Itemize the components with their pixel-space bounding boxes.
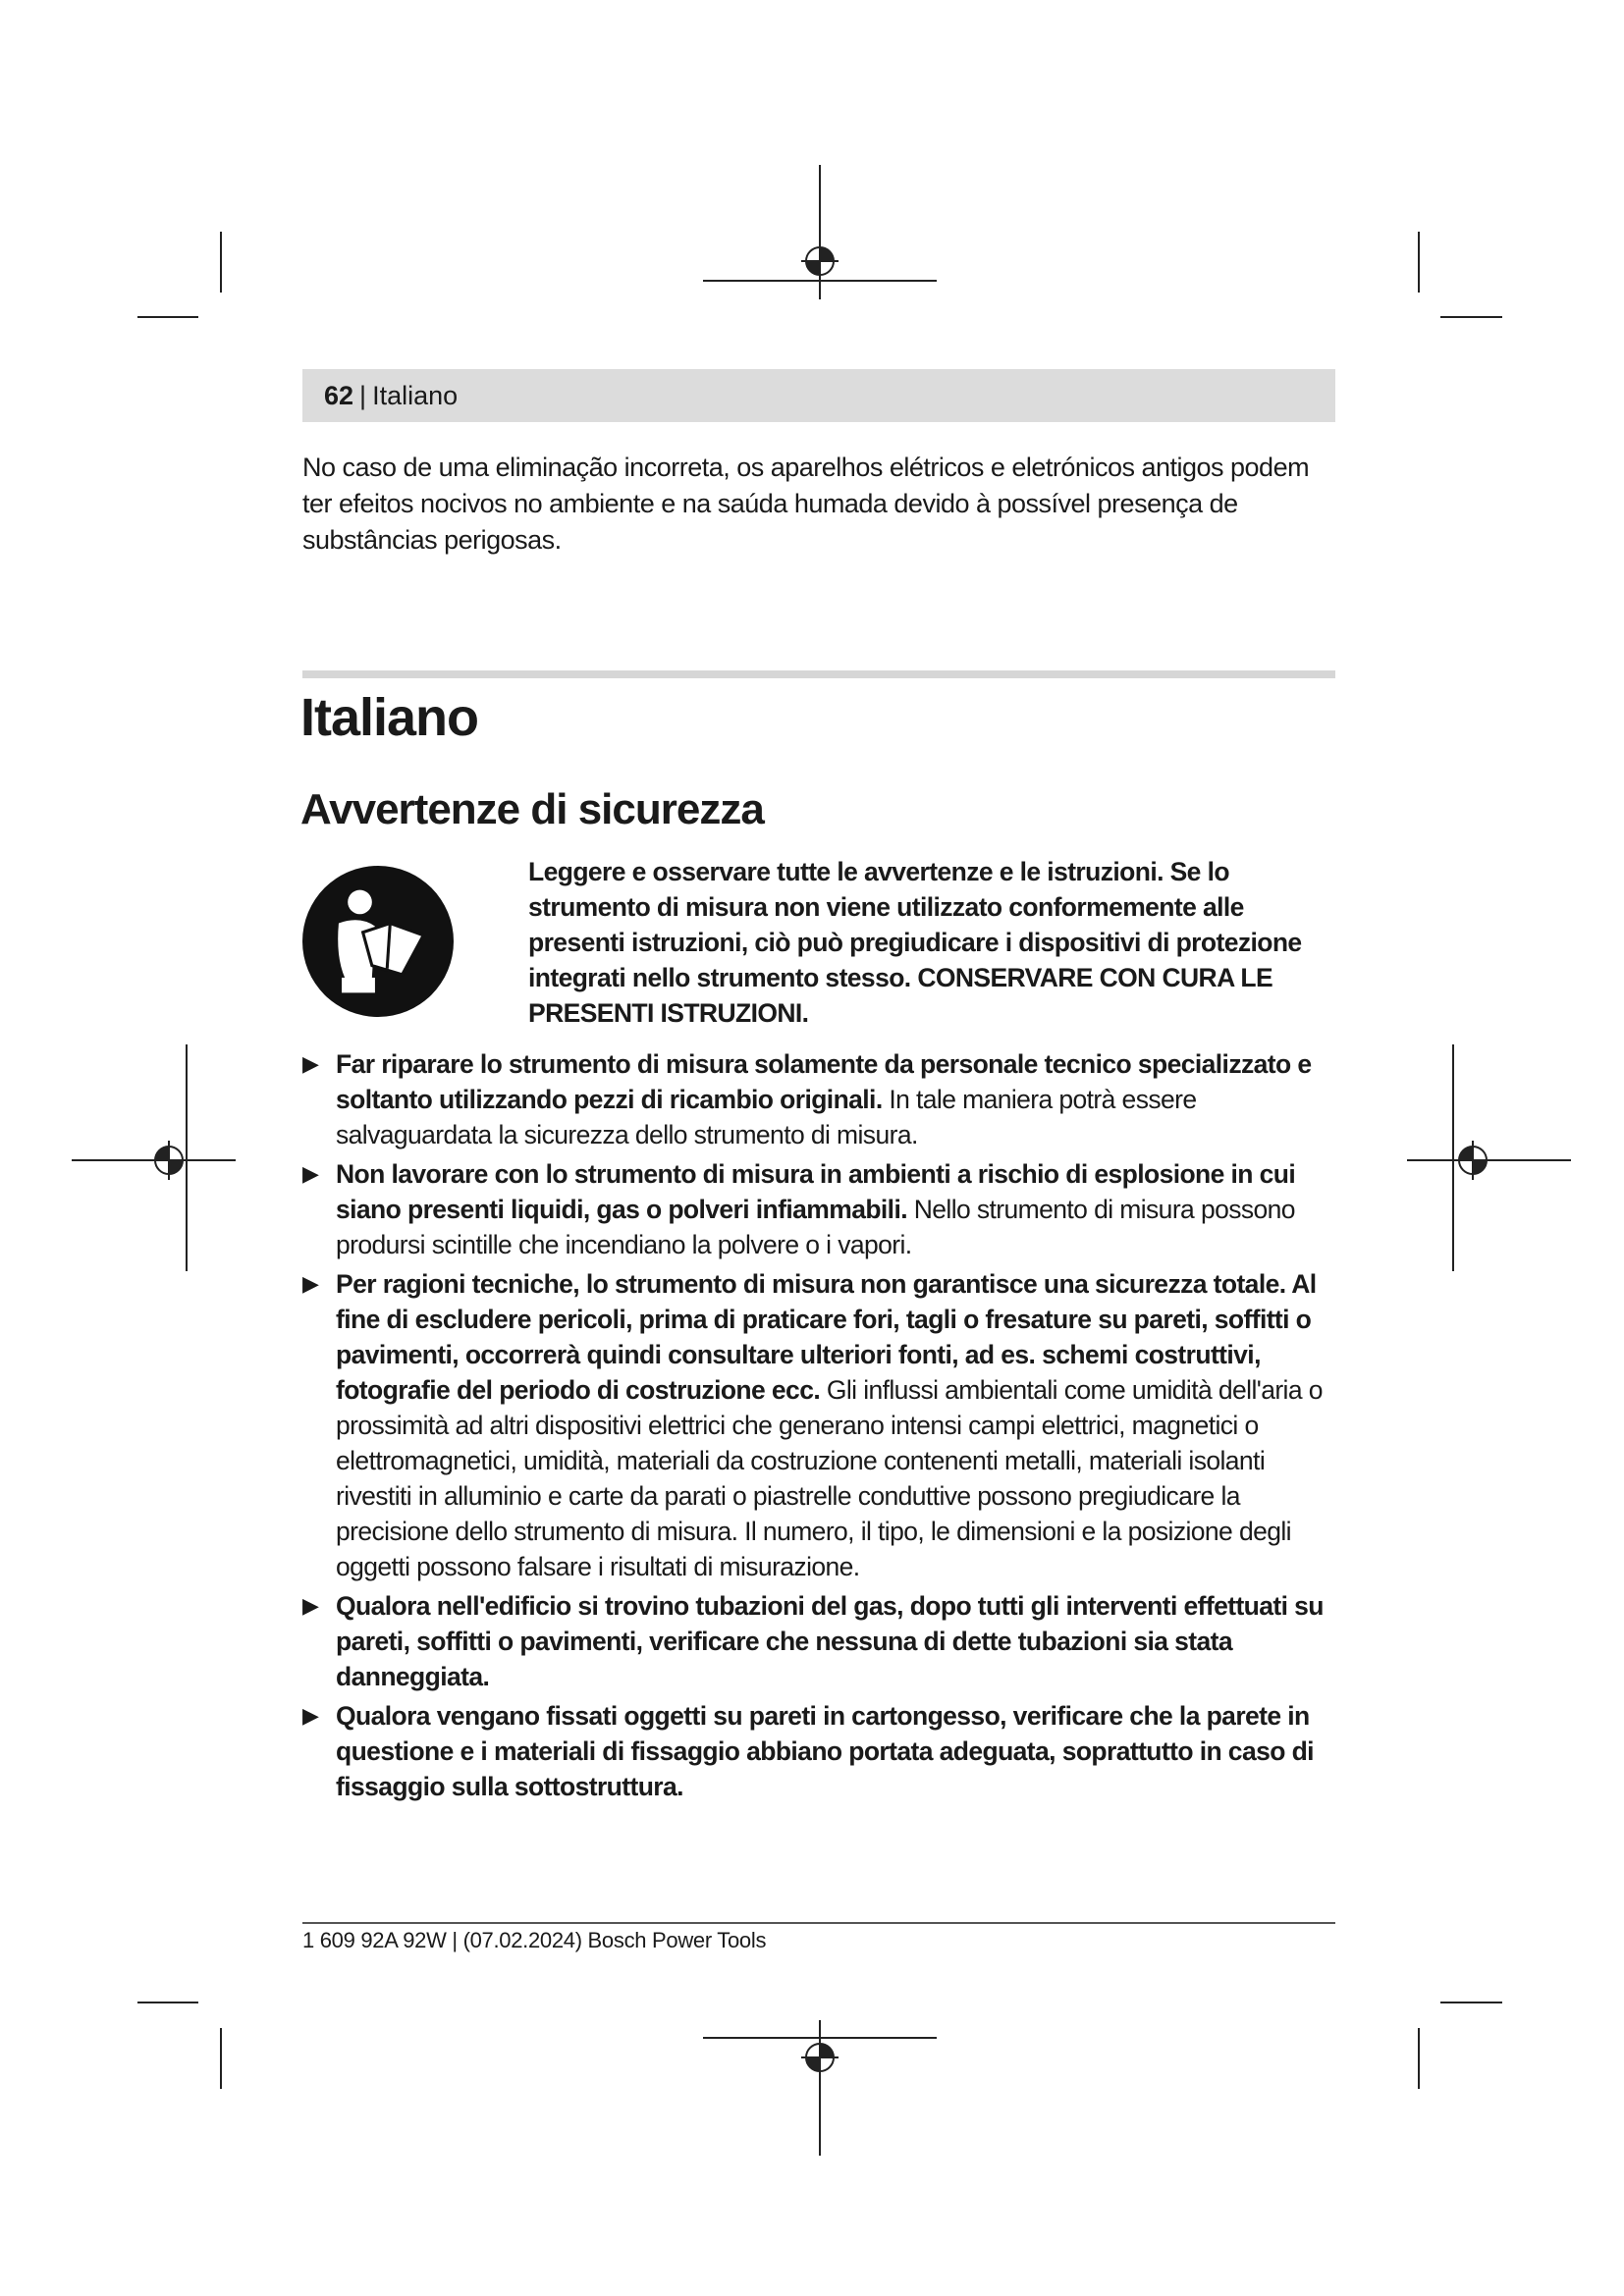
intro-warning: Leggere e osservare tutte le avvertenze e le istruzioni. Se lo strumento di misura non viene utilizzato conformemente alle presenti istruzioni, ciò può pregiudicare i dispositivi di protezione integrati nello strumento stesso. CONSERVARE CON CURA LE PRESENTI ISTRUZIONI. <box>528 857 1302 1028</box>
item-bold-text: Far riparare lo strumento di misura solamente da personale tecnico specializzato e soltanto utilizzando pezzi di ricambio originali. <box>336 1049 1312 1114</box>
header-language: Italiano <box>372 380 459 410</box>
triangle-bullet-icon: ▶ <box>302 1593 319 1618</box>
item-bold-text: Per ragioni tecniche, lo strumento di misura non garantisce una sicurezza totale. Al fine di escludere pericoli, prima di praticare fori, tagli o fresature su pareti, soffitti o pavimenti, occorrerà quindi consultare ulteriori fonti, ad es. schemi costruttivi, fotografie del periodo di costruzione ecc. <box>336 1269 1317 1405</box>
page-footer: 1 609 92A 92W | (07.02.2024) Bosch Power Tools <box>302 1928 767 1952</box>
section-divider <box>302 670 1335 678</box>
triangle-bullet-icon: ▶ <box>302 1271 319 1296</box>
page-header <box>302 369 1335 422</box>
intro-paragraph: No caso de uma eliminação incorreta, os aparelhos elétricos e eletrónicos antigos podem ter efeitos nocivos no ambiente e na saúda humada devido à possível presença de substâncias perigosas. <box>302 453 1310 555</box>
list-item <box>302 1266 1345 1584</box>
item-bold-text: Qualora vengano fissati oggetti su pareti in cartongesso, verificare che la parete in questione e i materiali di fissaggio abbiano portata adeguata, soprattutto in caso di fissaggio sulla sottostruttura. <box>336 1701 1314 1801</box>
item-bold-text: Qualora nell'edificio si trovino tubazioni del gas, dopo tutti gli interventi effettuati su pareti, soffitti o pavimenti, verificare che nessuna di dette tubazioni sia stata danneggiata. <box>336 1591 1324 1691</box>
item-regular-text: Nello strumento di misura possono prodursi scintille che incendiano la polvere o i vapori. <box>336 1195 1295 1259</box>
list-item <box>302 1156 1345 1262</box>
triangle-bullet-icon: ▶ <box>302 1161 319 1186</box>
warning-list <box>302 1046 1345 1808</box>
section-title: Italiano <box>300 688 479 747</box>
item-regular-text: In tale maniera potrà essere salvaguardata la sicurezza dello strumento di misura. <box>336 1085 1197 1149</box>
triangle-bullet-icon: ▶ <box>302 1051 319 1076</box>
item-regular-text: Gli influssi ambientali come umidità dell'aria o prossimità ad altri dispositivi elettrici che generano intensi campi elettrici, magnetici o elettromagnetici, umidità, materiali da costruzione contenenti metalli, materiali isolanti rivestiti in alluminio e carte da parati o piastrelle conduttive possono pregiudicare la precisione dello strumento di misura. Il numero, il tipo, le dimensioni e la posizione degli oggetti possono falsare i risultati di misurazione. <box>336 1375 1323 1581</box>
list-item <box>302 1046 1345 1152</box>
list-item <box>302 1588 1345 1694</box>
read-manual-icon <box>302 866 454 1017</box>
page-number: 62 <box>324 380 354 410</box>
list-item <box>302 1698 1345 1804</box>
item-bold-text: Non lavorare con lo strumento di misura in ambienti a rischio di esplosione in cui siano presenti liquidi, gas o polveri infiammabili. <box>336 1159 1296 1224</box>
footer-divider <box>302 1922 1335 1924</box>
triangle-bullet-icon: ▶ <box>302 1703 319 1728</box>
header-separator: | <box>359 380 367 410</box>
subsection-title: Avvertenze di sicurezza <box>300 785 764 833</box>
